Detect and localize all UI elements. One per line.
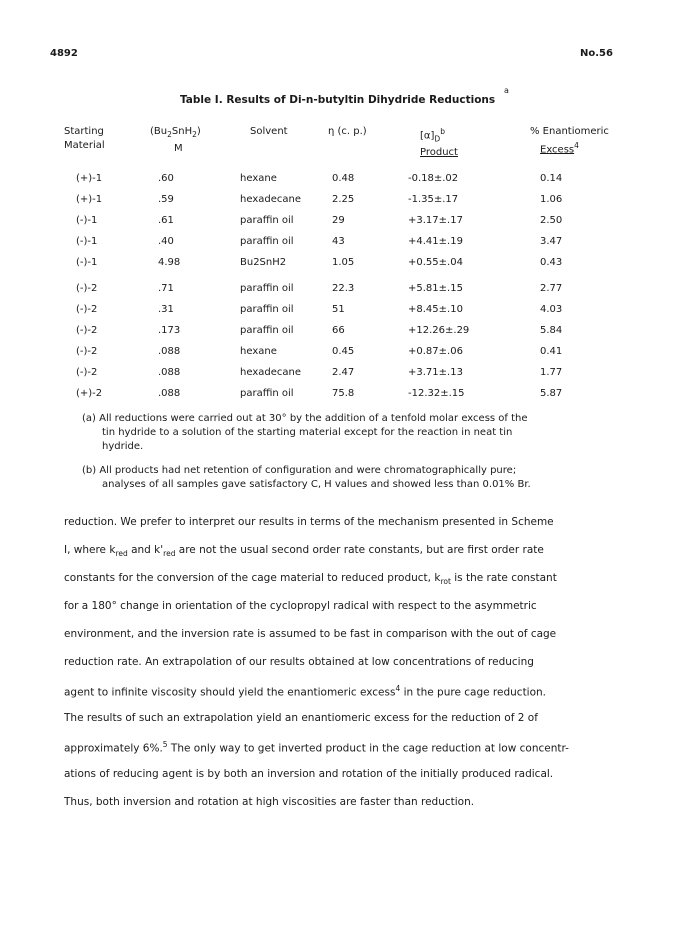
cell-viscosity: 75.8 — [332, 388, 355, 399]
cell-solvent: hexadecane — [240, 194, 301, 205]
cell-rotation: -1.35±.17 — [408, 194, 459, 205]
cell-viscosity: 43 — [332, 236, 345, 247]
cell-rotation: +5.81±.15 — [408, 283, 463, 294]
body-line-6: reduction rate. An extrapolation of our results obtained at low concentrations of reducing — [64, 656, 534, 668]
table-title-footnote-marker: a — [504, 86, 509, 95]
body-line-10: ations of reducing agent is by both an inversion and rotation of the initially produced radical. — [64, 768, 554, 780]
cell-material: (+)-2 — [76, 388, 103, 399]
cell-viscosity: 0.45 — [332, 346, 355, 357]
cell-viscosity: 0.48 — [332, 173, 355, 184]
header-enantiomeric-excess: % Enantiomeric Excess$^4$ — [530, 126, 609, 156]
body-line-9: approximately 6%.$^5$ The only way to get inverted product in the cage reduction at low concentr- — [64, 740, 569, 755]
cell-rotation: +3.17±.17 — [408, 215, 463, 226]
cell-rotation: +4.41±.19 — [408, 236, 463, 247]
cell-viscosity: 22.3 — [332, 283, 355, 294]
cell-material: (-)-1 — [76, 215, 98, 226]
cell-rotation: +0.87±.06 — [408, 346, 463, 357]
cell-enantiomeric-excess: 3.47 — [540, 236, 563, 247]
cell-viscosity: 51 — [332, 304, 345, 315]
cell-concentration: .59 — [158, 194, 174, 205]
cell-concentration: .40 — [158, 236, 174, 247]
body-line-2: I, where $k_{red}$ and $k'_{red}$ are not the usual second order rate constants, but are first order rate — [64, 544, 544, 559]
footnote-b: (b) All products had net retention of configuration and were chromatographically pure; analyses of all samples gave satisfactory C, H values and showed less than 0.01% Br. — [82, 465, 531, 490]
cell-concentration: .61 — [158, 215, 174, 226]
cell-material: (-)-2 — [76, 346, 98, 357]
cell-enantiomeric-excess: 0.43 — [540, 257, 563, 268]
header-solvent: Solvent — [250, 126, 288, 137]
cell-rotation: +0.55±.04 — [408, 257, 463, 268]
body-line-7: agent to infinite viscosity should yield the enantiomeric excess$^4$ in the pure cage reduction. — [64, 684, 547, 699]
cell-material: (-)-1 — [76, 236, 98, 247]
cell-material: (+)-1 — [76, 194, 103, 205]
header-starting-material: Starting Material — [64, 126, 105, 151]
body-line-5: environment, and the inversion rate is assumed to be fast in comparison with the out of cage — [64, 628, 557, 640]
body-line-3: constants for the conversion of the cage material to reduced product, $k_{rot}$ is the rate constant — [64, 572, 557, 587]
cell-concentration: .31 — [158, 304, 174, 315]
footnote-a: (a) All reductions were carried out at 30° by the addition of a tenfold molar excess of the tin hydride to a solution of the starting material except for the reaction in neat tin hydride. — [82, 413, 528, 452]
cell-rotation: -12.32±.15 — [408, 388, 465, 399]
cell-enantiomeric-excess: 2.77 — [540, 283, 563, 294]
journal-issue: No.56 — [580, 48, 613, 59]
cell-concentration: .088 — [158, 346, 181, 357]
body-line-8: The results of such an extrapolation yield an enantiomeric excess for the reduction of 2 of — [64, 712, 538, 724]
cell-enantiomeric-excess: 0.41 — [540, 346, 563, 357]
cell-material: (-)-2 — [76, 325, 98, 336]
cell-material: (+)-1 — [76, 173, 103, 184]
cell-solvent: paraffin oil — [240, 388, 294, 399]
cell-viscosity: 29 — [332, 215, 345, 226]
cell-enantiomeric-excess: 1.77 — [540, 367, 563, 378]
cell-solvent: hexane — [240, 346, 277, 357]
cell-material: (-)-1 — [76, 257, 98, 268]
header-viscosity: η (c. p.) — [328, 126, 367, 137]
cell-enantiomeric-excess: 5.87 — [540, 388, 563, 399]
cell-material: (-)-2 — [76, 367, 98, 378]
cell-concentration: .088 — [158, 367, 181, 378]
cell-viscosity: 2.25 — [332, 194, 355, 205]
cell-material: (-)-2 — [76, 283, 98, 294]
cell-concentration: .173 — [158, 325, 181, 336]
cell-enantiomeric-excess: 0.14 — [540, 173, 563, 184]
cell-solvent: paraffin oil — [240, 325, 294, 336]
cell-viscosity: 66 — [332, 325, 345, 336]
body-line-11: Thus, both inversion and rotation at high viscosities are faster than reduction. — [64, 796, 475, 808]
table-title: Table I. Results of Di-n-butyltin Dihydride Reductions — [180, 94, 496, 106]
cell-solvent: paraffin oil — [240, 304, 294, 315]
cell-rotation: +3.71±.13 — [408, 367, 463, 378]
cell-concentration: 4.98 — [158, 257, 181, 268]
page-number: 4892 — [50, 48, 78, 59]
cell-viscosity: 2.47 — [332, 367, 355, 378]
body-line-4: for a 180° change in orientation of the cyclopropyl radical with respect to the asymmetric — [64, 600, 537, 612]
cell-enantiomeric-excess: 4.03 — [540, 304, 563, 315]
cell-rotation: +8.45±.10 — [408, 304, 463, 315]
cell-enantiomeric-excess: 5.84 — [540, 325, 563, 336]
cell-concentration: .71 — [158, 283, 174, 294]
cell-solvent: paraffin oil — [240, 236, 294, 247]
cell-rotation: -0.18±.02 — [408, 173, 459, 184]
cell-enantiomeric-excess: 1.06 — [540, 194, 563, 205]
cell-enantiomeric-excess: 2.50 — [540, 215, 563, 226]
cell-concentration: .088 — [158, 388, 181, 399]
cell-viscosity: 1.05 — [332, 257, 355, 268]
cell-concentration: .60 — [158, 173, 174, 184]
header-rotation: $[\alpha]_D^b$ Product — [420, 127, 458, 159]
body-line-1: reduction. We prefer to interpret our results in terms of the mechanism presented in Scheme — [64, 516, 554, 528]
cell-solvent: Bu2SnH2 — [240, 257, 287, 268]
cell-rotation: +12.26±.29 — [408, 325, 470, 336]
cell-material: (-)-2 — [76, 304, 98, 315]
cell-solvent: hexane — [240, 173, 277, 184]
cell-solvent: paraffin oil — [240, 283, 294, 294]
cell-solvent: paraffin oil — [240, 215, 294, 226]
cell-solvent: hexadecane — [240, 367, 301, 378]
header-concentration: $(Bu_2SnH_2)$ M — [150, 126, 201, 154]
